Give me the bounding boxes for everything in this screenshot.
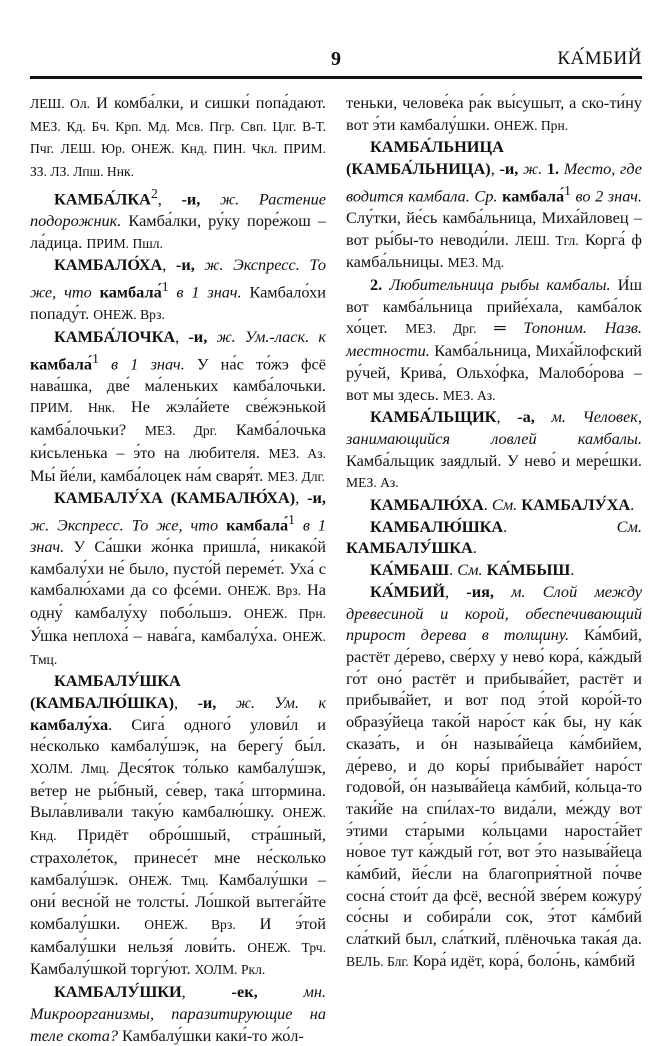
headword: 1.: [546, 159, 560, 179]
page-header: [30, 44, 642, 74]
region-label: ОНЕЖ. Тмц.: [128, 872, 209, 888]
left-entry-3: КАМБАЛО́ХА, -и, ж. Экспресс. То же, что камбала́$^1$ в 1 знач. Камбало́хи попаду́т. ОНЕЖ. Врз.: [30, 255, 326, 324]
page-number: 9: [331, 48, 341, 70]
headword: КА́МБАШ: [370, 560, 450, 580]
headword: КАМБА́ЛОЧКА: [54, 326, 176, 346]
left-entry-5: КАМБАЛУ́ХА (КАМБАЛЮ́ХА), -и, ж. Экспресс. То же, что камбала́$^1$ в 1 знач. У Са́шки жо́нка пришла́, никако́й камбалу́хи не́ было, пусто́й переме́т. Уха́ с камбалю́хами да со фсе́ми. ОНЕЖ. Врз. На одну́ камбалу́ху побо́льшэ. ОНЕЖ. Прн. У́шка неплоха́ – нава́га, камбалу́ха. ОНЕЖ. Тмц.: [30, 488, 327, 667]
region-label: ПРИМ. Ннк.: [30, 400, 116, 416]
headword: камбала́: [502, 186, 565, 206]
region-label: МЕЗ. Аз.: [442, 387, 496, 403]
headword: -и,: [181, 189, 201, 209]
region-label: ОНЕЖ. Врз.: [93, 307, 165, 323]
right-entry-7: КА́МБАШ. См. КА́МБЫШ.: [370, 560, 575, 580]
right-entry-3: 2. Любительница рыбы камбалы. И́ш вот камба́льница прийе́хала, камба́лок хо́цет. МЕЗ. Дрг. ═ Топоним. Назв. местности. Камба́льница, Миха́йлофский ру́чей, Крива́, Ольхо́фка, Малобо́рова – вот мы здесь. МЕЗ. Аз.: [346, 275, 642, 404]
right-entry-6: КАМБАЛЮ́ШКА. См. КАМБАЛУ́ШКА.: [346, 516, 642, 558]
running-head: КА́МБИЙ: [557, 48, 642, 69]
headword: камбала́: [226, 515, 289, 535]
region-label: ВЕЛЬ. Блг.: [346, 953, 409, 969]
region-label: ОНЕЖ. Тмц.: [30, 628, 326, 667]
headword: КАМБАЛО́ХА: [54, 255, 163, 275]
headword: КА́МБЫШ: [486, 560, 571, 580]
headword: -и,: [188, 326, 208, 346]
headword: КАМБАЛУ́ШКА: [346, 538, 473, 558]
right-entry-1: теньки, челове́ка ра́к вы́сушыт, а ско-ти́ну вот э́ти камбалу́шки. ОНЕЖ. Прн.: [346, 93, 642, 134]
left-entry-1: ЛЕШ. Ол. И комба́лки, и сишки́ попа́дают. МЕЗ. Кд. Бч. Крп. Мд. Мсв. Пгр. Свп. Цлг. В-Т. Пчг. ЛЕШ. Юр. ОНЕЖ. Кнд. ПИН. Чкл. ПРИМ. ЗЗ. ЛЗ. Лпш. Ннк.: [30, 93, 326, 180]
region-label: МЕЗ. Дрг.: [405, 321, 477, 337]
region-label: ПРИМ. Пшл.: [86, 235, 163, 251]
region-label: ОНЕЖ. Врз.: [144, 917, 236, 932]
headword: -ия,: [466, 581, 494, 601]
header-rule: [30, 76, 642, 79]
headword: КАМБАЛУ́ШКИ: [54, 982, 182, 1002]
headword: КАМБА́ЛЬНИЦА (КАМБА́ЛЬНИЦА): [346, 137, 504, 179]
headword: КАМБАЛУ́ШКА (КАМБАЛЮ́ШКА): [30, 671, 181, 712]
region-label: ОНЕЖ. Прн.: [243, 606, 326, 622]
region-label: ЛЕШ. Ол.: [30, 96, 90, 111]
region-label: ОНЕЖ. Врз.: [227, 583, 302, 599]
headword: КАМБА́ЛКА: [54, 189, 151, 209]
region-label: МЕЗ. Аз.: [268, 445, 326, 461]
headword: 2.: [370, 275, 383, 295]
headword: КАМБАЛУ́ХА (КАМБАЛЮ́ХА): [54, 488, 296, 508]
headword: -и,: [175, 255, 195, 275]
region-label: МЕЗ. Длг.: [267, 468, 325, 484]
left-entry-6: КАМБАЛУ́ШКА (КАМБАЛЮ́ШКА), -и, ж. Ум. к камбалу́ха. Сига́ одного́ улови́л и не́сколько камбалу́шэк, на берегу́ бы́л. ХОЛМ. Лмц. Деся́ток то́лько камбалу́шэк, ве́тер не ры́бный, се́вер, така́ штормина. Выла́вливали таку́ю камбалю́шку. ОНЕЖ. Кнд. Придёт обро́шшый, стра́шный, страхоле́ток, принесе́т мне не́сколько камбалу́шэк. ОНЕЖ. Тмц. Камбалу́шки – они́ весно́й не толсты́. Ло́шкой вытега́йте комбалу́шки. ОНЕЖ. Врз. И э́той камбалу́шки нельзя́ лови́ть. ОНЕЖ. Трч. Камбалу́шкой торгу́ют. ХОЛМ. Ркл.: [30, 671, 327, 979]
right-column: [346, 92, 642, 992]
headword: -и,: [307, 488, 326, 508]
headword: камбала́: [30, 354, 93, 373]
headword: КАМБАЛУ́ХА: [521, 495, 631, 515]
headword: камбалу́ха: [30, 714, 109, 734]
region-label: МЕЗ. Дрг.: [144, 423, 218, 439]
headword: КАМБАЛЮ́ХА: [370, 495, 484, 515]
region-label: ЛЕШ. Юр. ОНЕЖ. Кнд. ПИН. Чкл. ПРИМ. ЗЗ. ЛЗ. Лпш. Ннк.: [30, 141, 326, 180]
headword: камбала́: [99, 282, 162, 302]
region-label: МЕЗ. Аз.: [346, 475, 399, 491]
headword: КАМБАЛЮ́ШКА: [370, 516, 504, 536]
left-entry-4: КАМБА́ЛОЧКА, -и, ж. Ум.-ласк. к камбала́$^1$ в 1 знач. У на́с то́жэ фсё нава́шка, две́ ма́леньких камба́лочьки. ПРИМ. Ннк. Не жэла́йете све́жэнькой камба́лочьки? МЕЗ. Дрг. Камба́лочька ки́сьленька – э́то на любителя. МЕЗ. Аз. Мы́ йе́ли, камба́лоцек на́м сваря́т. МЕЗ. Длг.: [30, 326, 326, 485]
region-label: ОНЕЖ. Прн.: [494, 117, 569, 133]
headword: -и,: [499, 159, 519, 179]
region-label: ХОЛМ. Лмц.: [30, 761, 110, 777]
region-label: МЕЗ. Кд. Бч. Крп. Мд. Мсв. Пгр. Свп. Цлг. В-Т. Пчг.: [30, 118, 326, 157]
left-entry-7: КАМБАЛУ́ШКИ, -ек, мн. Микроорганизмы, паразитирующие на теле скота? Камбалу́шки каки́-то жо́л-: [30, 982, 326, 1045]
headword: -и,: [197, 692, 217, 712]
region-label: МЕЗ. Мд.: [447, 255, 505, 271]
region-label: ЛЕШ. Тгл.: [515, 232, 579, 248]
headword: КАМБА́ЛЬЩИК: [370, 407, 497, 427]
right-entry-2: КАМБА́ЛЬНИЦА (КАМБА́ЛЬНИЦА), -и, ж. 1. Место, где водится камбала. Ср. камбала́$^1$ во 2 знач. Слу́тки, йе́сь камба́льница, Миха́йловец – вот ры́бы-то неводи́ли. ЛЕШ. Тгл. Корга́ ф камба́льницы. МЕЗ. Мд.: [346, 137, 643, 272]
left-column: [30, 92, 327, 1045]
right-entry-4: КАМБА́ЛЬЩИК, -а, м. Человек, занимающийся ловлей камбалы. Камба́льщик заядлый. У нево́ и мере́шки. МЕЗ. Аз.: [346, 407, 642, 491]
left-entry-2: КАМБА́ЛКА$^2$, -и, ж. Растение подорожник. Камба́лки, ру́ку поре́жош – ла́дица. ПРИМ. Пшл.: [30, 185, 327, 252]
right-entry-8: КА́МБИЙ, -ия, м. Слой между древесиной и корой, обеспечивающий прирост дерева в толщину. Ка́мбий, растёт де́рево, све́рху у нево́ кора́, ка́ждый го́т оно́ растёт и прибыва́йет, растёт и прибыва́йет, и вот под э́той коро́й-то образу́йеца тако́й наро́ст ка́к бы, ну ка́к сказа́ть, и о́н называ́йеца ка́мбийем, де́рево, и до коры́ прибыва́йет наро́ст годово́й, о́н называ́йеца ка́мбий, ко́льца-то таки́йе на спи́лах-то вида́ли, ме́жду вот э́тими ста́рыми ко́льцами нароста́йет но́вое тут ка́ждый го́т, вот э́то называ́йеца ка́мбий, йе́сли на благоприя́тной по́чве сосна́ стои́т да фсё, весно́й зве́рем кожуру́ со́сны и собира́ли сок, э́тот ка́мбий сла́ткий был, сла́ткий, плёночька така́я да. ВЕЛЬ. Блг. Кора́ идёт, кора́, боло́нь, ка́мбий: [346, 581, 642, 970]
right-entry-5: КАМБАЛЮ́ХА. См. КАМБАЛУ́ХА.: [370, 495, 635, 515]
headword: -а,: [517, 407, 535, 427]
region-label: ХОЛМ. Ркл.: [194, 962, 266, 978]
headword: -ек,: [231, 982, 258, 1002]
region-label: ОНЕЖ. Трч.: [247, 939, 327, 955]
region-label: ОНЕЖ. Кнд.: [30, 805, 326, 844]
headword: КА́МБИЙ: [370, 581, 446, 601]
